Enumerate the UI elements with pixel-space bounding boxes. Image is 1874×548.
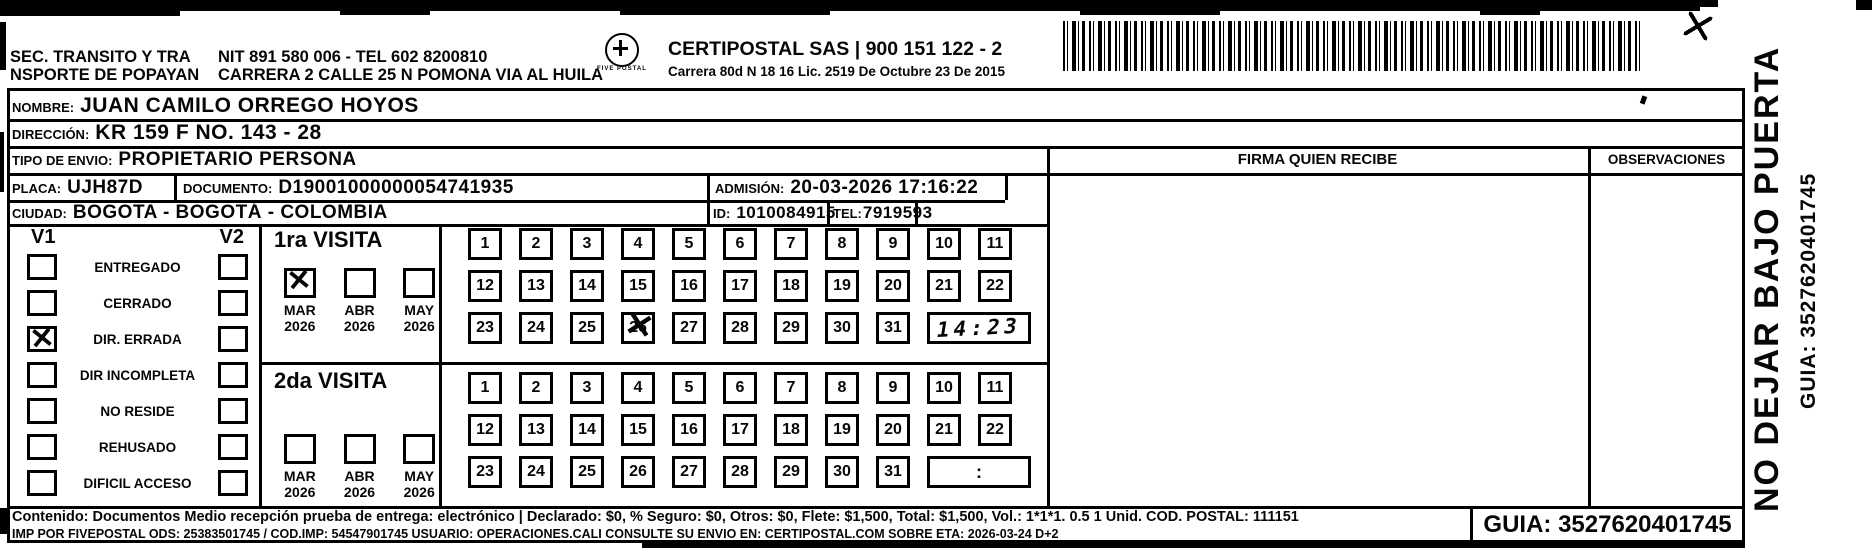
day-cell: 16 — [672, 270, 706, 302]
documento-value: D19001000000054741935 — [278, 177, 514, 198]
month-label: ABR — [344, 468, 375, 484]
visit-section-1 — [262, 224, 1047, 362]
barcode — [1063, 21, 1640, 71]
tipo-envio-value: PROPIETARIO PERSONA — [118, 149, 357, 170]
scan-artifact-left-edge — [0, 132, 4, 192]
day-row — [468, 270, 1047, 302]
visit-column-headers — [7, 224, 260, 249]
time-cell — [927, 456, 1031, 488]
day-cell: 15 — [621, 414, 655, 446]
documento-label: DOCUMENTO: — [183, 181, 273, 196]
sender-address: CARRERA 2 CALLE 25 N POMONA VIA AL HUILA — [218, 66, 604, 84]
month-checkbox — [344, 434, 376, 464]
checkbox-v1 — [27, 398, 57, 424]
day-cell: 1 — [468, 372, 502, 404]
status-row — [7, 429, 260, 465]
day-cell: 6 — [723, 228, 757, 260]
visit-2-months — [274, 434, 439, 500]
day-row — [468, 456, 1047, 488]
side-guia-text: GUIA: 3527620401745 — [1797, 172, 1820, 409]
day-cell: 24 — [519, 312, 553, 344]
checkbox-v2 — [218, 434, 248, 460]
status-row — [7, 285, 260, 321]
day-cell: 16 — [672, 414, 706, 446]
logo-glyph — [613, 47, 628, 50]
month-label: ABR — [344, 302, 375, 318]
scan-artifact — [1856, 0, 1872, 10]
day-cell: 11 — [978, 372, 1012, 404]
day-row — [468, 228, 1047, 260]
day-cell: 12 — [468, 414, 502, 446]
day-cell: 18 — [774, 270, 808, 302]
visit-2-day-grid — [442, 365, 1047, 506]
day-row — [468, 414, 1047, 446]
day-cell: 27 — [672, 456, 706, 488]
divider — [174, 173, 177, 200]
ciudad-label: CIUDAD: — [12, 206, 67, 221]
time-cell — [927, 312, 1031, 344]
day-row — [468, 312, 1047, 344]
visit-1-label-panel — [262, 224, 442, 362]
visits-panel — [262, 224, 1047, 506]
day-cell: 21 — [927, 414, 961, 446]
admision-value: 20-03-2026 17:16:22 — [790, 177, 979, 198]
day-cell: 19 — [825, 414, 859, 446]
month-option — [340, 434, 380, 500]
carrier-address: Carrera 80d N 18 16 Lic. 2519 De Octubre 23 De 2015 — [668, 64, 1005, 79]
month-year: 2026 — [284, 318, 316, 334]
tel-value: 7919593 — [862, 203, 933, 222]
day-cell: 30 — [825, 456, 859, 488]
day-row — [468, 372, 1047, 404]
day-cell: 26 ✕ — [621, 312, 655, 344]
day-cell: 23 — [468, 456, 502, 488]
day-cell: 1 — [468, 228, 502, 260]
sender-line2: NSPORTE DE POPAYAN — [10, 66, 200, 84]
status-row — [7, 465, 260, 501]
status-row — [7, 357, 260, 393]
status-options — [7, 249, 260, 501]
day-cell: 31 — [876, 312, 910, 344]
month-checkbox — [403, 434, 435, 464]
checkbox-v1 — [27, 326, 57, 352]
day-cell: 28 — [723, 312, 757, 344]
day-cell: 17 — [723, 270, 757, 302]
visit-1-months — [274, 268, 439, 334]
ciudad-value: BOGOTA - BOGOTÁ - COLOMBIA — [72, 202, 388, 223]
visit-1-day-grid — [442, 224, 1047, 362]
day-cell: 20 — [876, 270, 910, 302]
field-placa — [12, 177, 143, 199]
id-value: 1010084915 — [736, 203, 836, 222]
day-cell: 11 — [978, 228, 1012, 260]
observaciones-header: OBSERVACIONES — [1607, 152, 1726, 167]
divider — [7, 173, 1745, 176]
day-cell: 30 — [825, 312, 859, 344]
visit-section-2 — [262, 365, 1047, 506]
divider — [707, 173, 710, 224]
logo-caption: FIVE POSTAL — [597, 66, 647, 72]
v1-header: V1 — [31, 226, 56, 248]
month-label: MAY — [404, 468, 435, 484]
day-cell: 5 — [672, 372, 706, 404]
checkbox-v2 — [218, 254, 248, 280]
month-year: 2026 — [403, 318, 435, 334]
day-cell: 20 — [876, 414, 910, 446]
divider — [1005, 173, 1008, 200]
checkbox-v2 — [218, 470, 248, 496]
day-cell: 2 — [519, 372, 553, 404]
scan-artifact — [1480, 11, 1540, 15]
checkbox-v1 — [27, 470, 57, 496]
day-cell: 23 — [468, 312, 502, 344]
day-cell: 5 — [672, 228, 706, 260]
month-year: 2026 — [343, 318, 376, 334]
direccion-value: KR 159 F NO. 143 - 28 — [95, 121, 322, 144]
month-year: 2026 — [343, 484, 376, 500]
scan-artifact — [1700, 0, 1718, 7]
side-warning-text: NO DEJAR BAJO PUERTA — [1748, 45, 1786, 512]
v2-header: V2 — [219, 226, 244, 248]
scan-artifact-left-edge — [0, 22, 6, 70]
nombre-value: JUAN CAMILO ORREGO HOYOS — [80, 94, 419, 117]
day-cell: 8 — [825, 228, 859, 260]
day-cell: 21 — [927, 270, 961, 302]
day-cell: 17 — [723, 414, 757, 446]
field-tipo-envio — [12, 149, 357, 171]
scan-artifact-top-edge — [0, 0, 1700, 11]
status-option-label: DIR INCOMPLETA — [79, 367, 196, 383]
field-documento — [183, 177, 514, 199]
status-option-label: ENTREGADO — [94, 259, 181, 275]
checkbox-v2 — [218, 290, 248, 316]
checkbox-v2 — [218, 326, 248, 352]
checkbox-v1 — [27, 434, 57, 460]
divider — [1588, 146, 1591, 506]
visit-2-label-panel — [262, 365, 442, 506]
month-option — [399, 268, 439, 334]
status-row — [7, 249, 260, 285]
day-cell: 8 — [825, 372, 859, 404]
footer-content-line: Contenido: Documentos Medio recepción prueba de entrega: electrónico | Declarado: $0, % Seguro: $0, Otros: $0, Flete: $1,500, Total: $1,500, Vol.: 1*1*1. 0.5 1 Unid. COD. POSTAL: 111151 — [12, 509, 1299, 525]
checkbox-v1 — [27, 290, 57, 316]
day-cell: 25 — [570, 312, 604, 344]
month-label: MAR — [283, 468, 316, 484]
month-checkbox — [284, 434, 316, 464]
month-year: 2026 — [284, 484, 316, 500]
tipo-envio-label: TIPO DE ENVIO: — [12, 153, 113, 168]
day-cell: 4 — [621, 372, 655, 404]
divider — [1047, 146, 1050, 506]
field-direccion — [12, 121, 322, 145]
sender-contact — [218, 48, 603, 84]
id-label: ID: — [713, 206, 731, 221]
status-option-label: CERRADO — [103, 295, 172, 311]
footer-imp-line: IMP POR FIVEPOSTAL ODS: 25383501745 / COD.IMP: 54547901745 USUARIO: OPERACIONES.CALI CONSULTE SU ENVIO EN: CERTIPOSTAL.COM SOBRE ETA: 2026-03-24 D+2 — [12, 527, 1059, 541]
month-label: MAR — [283, 302, 316, 318]
direccion-label: DIRECCIÓN: — [12, 127, 90, 142]
scan-artifact — [1080, 11, 1220, 15]
placa-label: PLACA: — [12, 181, 62, 196]
day-cell: 4 — [621, 228, 655, 260]
day-cell: 10 — [927, 372, 961, 404]
day-cell: 15 — [621, 270, 655, 302]
day-cell: 26 — [621, 456, 655, 488]
day-cell: 12 — [468, 270, 502, 302]
certipostal-logo-icon — [605, 33, 639, 67]
day-cell: 6 — [723, 372, 757, 404]
visit-2-title: 2da VISITA — [274, 368, 388, 393]
field-nombre — [12, 94, 419, 118]
day-cell: 14 — [570, 270, 604, 302]
time-value: 14:23 — [935, 313, 1023, 343]
day-cell: 22 — [978, 414, 1012, 446]
field-tel — [833, 203, 933, 223]
status-panel — [7, 224, 260, 506]
day-cell: 25 — [570, 456, 604, 488]
placa-value: UJH87D — [67, 177, 143, 198]
day-cell: 3 — [570, 228, 604, 260]
scan-artifact-left-edge — [0, 508, 7, 534]
month-option — [399, 434, 439, 500]
tel-label: TEL: — [833, 206, 862, 221]
checkbox-v2 — [218, 362, 248, 388]
status-option-label: REHUSADO — [98, 439, 177, 455]
day-cell: 19 — [825, 270, 859, 302]
sender-nit: NIT 891 580 006 - TEL 602 8200810 — [218, 48, 488, 66]
day-cell: 22 — [978, 270, 1012, 302]
month-checkbox — [284, 268, 316, 298]
day-cell: 31 — [876, 456, 910, 488]
field-id — [713, 203, 836, 223]
day-cell: 29 — [774, 312, 808, 344]
month-checkbox — [344, 268, 376, 298]
pen-mark-x — [1683, 11, 1712, 40]
day-cell: 3 — [570, 372, 604, 404]
day-cell: 13 — [519, 270, 553, 302]
day-cell: 9 — [876, 228, 910, 260]
month-label: MAY — [404, 302, 435, 318]
status-option-label: DIFICIL ACCESO — [83, 475, 192, 491]
scan-artifact — [620, 11, 830, 15]
month-year: 2026 — [403, 484, 435, 500]
scan-artifact — [0, 11, 180, 16]
sender-name — [10, 48, 199, 84]
carrier-name: CERTIPOSTAL SAS | 900 151 122 - 2 — [668, 38, 1003, 60]
day-cell: 13 — [519, 414, 553, 446]
checkbox-v1 — [27, 362, 57, 388]
day-cell: 7 — [774, 372, 808, 404]
month-option — [280, 434, 320, 500]
time-value: : — [976, 461, 982, 482]
day-cell: 14 — [570, 414, 604, 446]
sender-line1: SEC. TRANSITO Y TRA — [10, 48, 191, 66]
field-ciudad — [12, 202, 388, 224]
status-option-label: NO RESIDE — [100, 403, 175, 419]
scan-artifact — [340, 11, 430, 15]
status-row — [7, 393, 260, 429]
day-cell: 7 — [774, 228, 808, 260]
status-option-label: DIR. ERRADA — [93, 331, 182, 347]
field-admision — [715, 177, 978, 199]
day-cell: 27 — [672, 312, 706, 344]
day-cell: 28 — [723, 456, 757, 488]
nombre-label: NOMBRE: — [12, 100, 75, 115]
day-cell: 2 — [519, 228, 553, 260]
checkbox-v2 — [218, 398, 248, 424]
firma-quien-recibe-header: FIRMA QUIEN RECIBE — [1237, 151, 1398, 168]
day-cell: 24 — [519, 456, 553, 488]
status-row — [7, 321, 260, 357]
guia-number-box: GUIA: 3527620401745 — [1483, 511, 1732, 538]
visit-1-title: 1ra VISITA — [274, 227, 383, 252]
day-cell: 10 — [927, 228, 961, 260]
day-cell: 29 — [774, 456, 808, 488]
month-option — [340, 268, 380, 334]
month-option — [280, 268, 320, 334]
admision-label: ADMISIÓN: — [715, 181, 785, 196]
day-cell: 9 — [876, 372, 910, 404]
checkbox-v1 — [27, 254, 57, 280]
day-cell: 18 — [774, 414, 808, 446]
month-checkbox — [403, 268, 435, 298]
